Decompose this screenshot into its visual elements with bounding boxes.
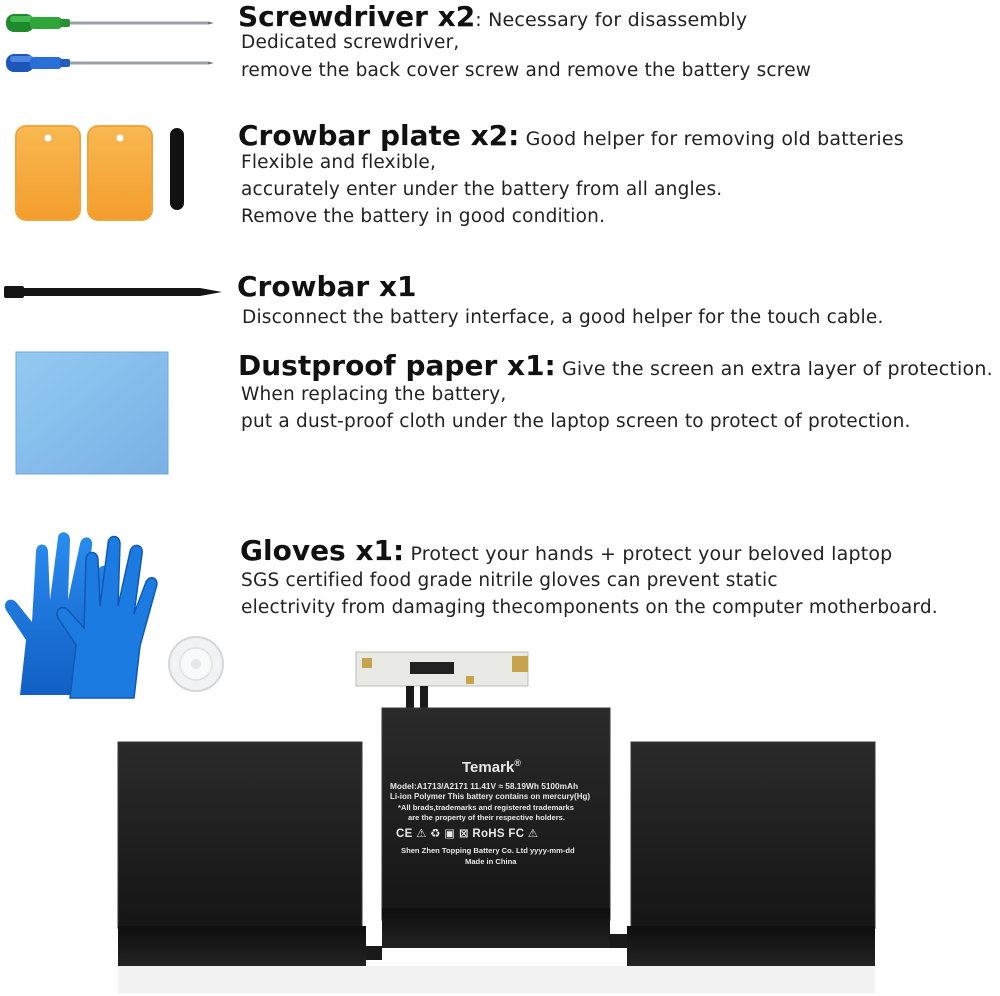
- battery-origin: Made in China: [465, 857, 517, 866]
- battery-model-line: Model:A1713/A2171 11.41V ≈ 58.19Wh 5100mAh: [390, 781, 579, 791]
- item-description-line: Disconnect the battery interface, a good helper for the touch cable.: [242, 307, 884, 328]
- item-name: Crowbar plate x2:: [238, 119, 520, 152]
- pry-plate-icon: [10, 118, 200, 228]
- brand-name: Temark: [462, 759, 515, 776]
- item-name: Screwdriver x2: [238, 0, 476, 33]
- battery-manufacturer: Shen Zhen Topping Battery Co. Ltd yyyy-mm-dd: [401, 846, 575, 855]
- item-description-line: When replacing the battery,: [241, 384, 507, 405]
- item-subtitle: Good helper for removing old batteries: [519, 128, 904, 150]
- item-description-line: Flexible and flexible,: [241, 152, 437, 173]
- item-name: Crowbar x1: [237, 270, 417, 303]
- item-name: Gloves x1:: [240, 534, 405, 567]
- item-name: Dustproof paper x1:: [238, 349, 556, 382]
- certification-marks: CE ⚠ ♻ ▣ ⊠ RoHS FC ⚠: [396, 828, 539, 840]
- item-description-line: Remove the battery in good condition.: [241, 206, 606, 227]
- battery-brand: [462, 758, 521, 776]
- spudger-icon: [0, 280, 230, 304]
- item-title: [238, 351, 993, 384]
- item-description-line: electrivity from damaging thecomponents on the computer motherboard.: [241, 597, 938, 618]
- item-description-line: put a dust-proof cloth under the laptop screen to protect of protection.: [241, 411, 911, 432]
- battery-line-2: Li-ion Polymer This battery contains on mercury(Hg): [390, 792, 591, 801]
- item-description-line: remove the back cover screw and remove the battery screw: [241, 60, 812, 81]
- item-subtitle: Give the screen an extra layer of protection.: [555, 358, 993, 380]
- screwdriver-icon: [0, 0, 220, 90]
- dust-cloth-icon: [14, 350, 170, 476]
- item-subtitle: : Necessary for disassembly: [475, 9, 748, 31]
- item-subtitle: Protect your hands + protect your beloved laptop: [404, 543, 893, 565]
- item-description-line: accurately enter under the battery from all angles.: [241, 179, 723, 200]
- registered-mark: ®: [514, 758, 521, 768]
- battery-line-4: are the property of their respective holders.: [408, 813, 565, 822]
- item-title: [237, 272, 417, 305]
- item-description-line: Dedicated screwdriver,: [241, 32, 460, 53]
- battery-line-3: *All brads,trademarks and registered trademarks: [398, 803, 574, 812]
- item-title: [240, 536, 892, 569]
- item-description-line: SGS certified food grade nitrile gloves can prevent static: [241, 570, 778, 591]
